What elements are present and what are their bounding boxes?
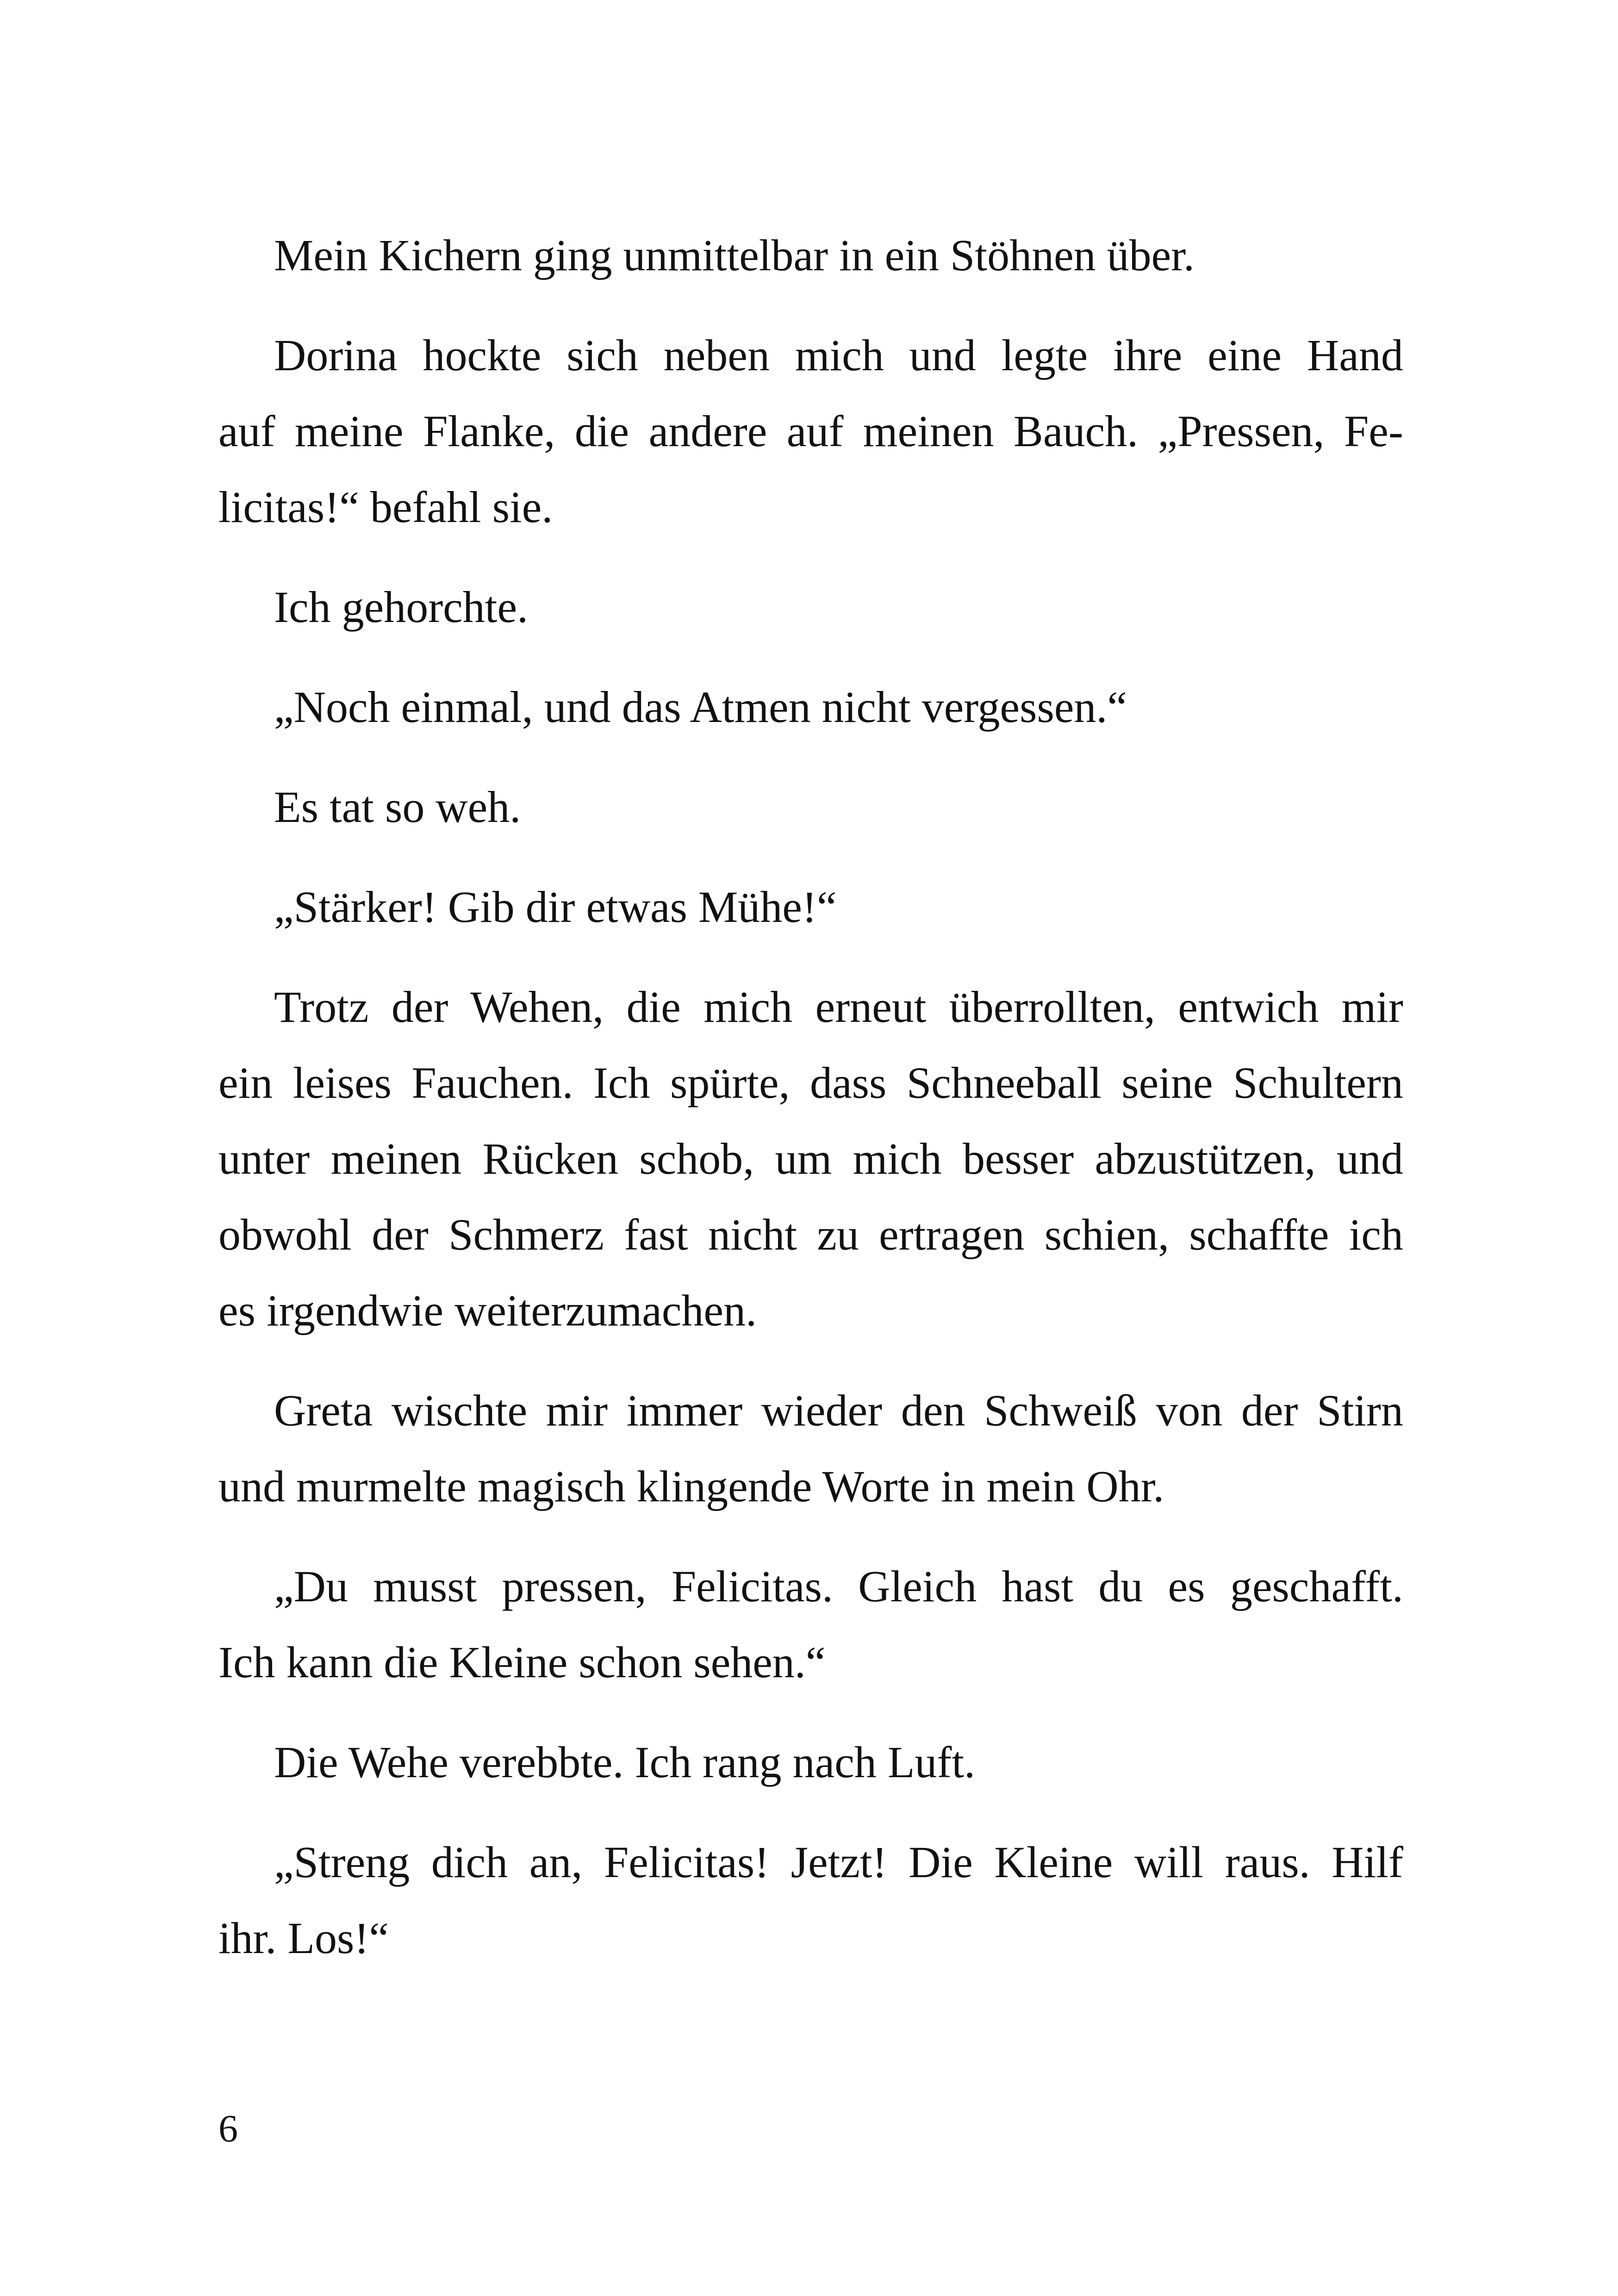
text-line: ihr. Los!“ (218, 1913, 389, 1963)
text-line: „Streng dich an, Felicitas! Jetzt! Die Kleine will raus. Hilf (274, 1837, 1403, 1887)
paragraph (218, 317, 1403, 545)
text-line: Es tat so weh. (274, 782, 521, 832)
paragraph (218, 569, 1403, 645)
paragraph (218, 1373, 1403, 1524)
text-line: Dorina hockte sich neben mich und legte ihre eine Hand (274, 330, 1403, 380)
text-line: Die Wehe verebbte. Ich rang nach Luft. (274, 1737, 976, 1787)
paragraph (218, 218, 1403, 293)
text-line: unter meinen Rücken schob, um mich besser abzustützen, und (218, 1134, 1403, 1183)
text-line: Ich kann die Kleine schon sehen.“ (218, 1637, 826, 1687)
text-line: obwohl der Schmerz fast nicht zu ertragen schien, schaffte ich (218, 1210, 1403, 1259)
text-line: Trotz der Wehen, die mich erneut überrollten, entwich mir (274, 982, 1403, 1032)
text-line: Greta wischte mir immer wieder den Schweiß von der Stirn (274, 1386, 1403, 1435)
paragraph (218, 869, 1403, 945)
text-line: ein leises Fauchen. Ich spürte, dass Schneeball seine Schultern (218, 1058, 1403, 1108)
paragraph (218, 769, 1403, 845)
text-line: Mein Kichern ging unmittelbar in ein Stöhnen über. (274, 230, 1195, 280)
text-line: „Noch einmal, und das Atmen nicht vergessen.“ (274, 682, 1127, 732)
text-line: Ich gehorchte. (274, 582, 529, 632)
page-number: 6 (218, 2107, 238, 2150)
body-text (218, 218, 1403, 2000)
text-line: „Du musst pressen, Felicitas. Gleich hast du es geschafft. (274, 1562, 1403, 1611)
paragraph (218, 669, 1403, 745)
paragraph (218, 1549, 1403, 1700)
text-line: es irgendwie weiterzumachen. (218, 1286, 757, 1335)
text-line: licitas!“ befahl sie. (218, 482, 553, 532)
text-line: auf meine Flanke, die andere auf meinen Bauch. „Pressen, Fe- (218, 406, 1403, 456)
text-line: „Stärker! Gib dir etwas Mühe!“ (274, 882, 837, 932)
paragraph (218, 1824, 1403, 1976)
text-line: und murmelte magisch klingende Worte in mein Ohr. (218, 1462, 1164, 1511)
paragraph (218, 1724, 1403, 1800)
paragraph (218, 969, 1403, 1349)
